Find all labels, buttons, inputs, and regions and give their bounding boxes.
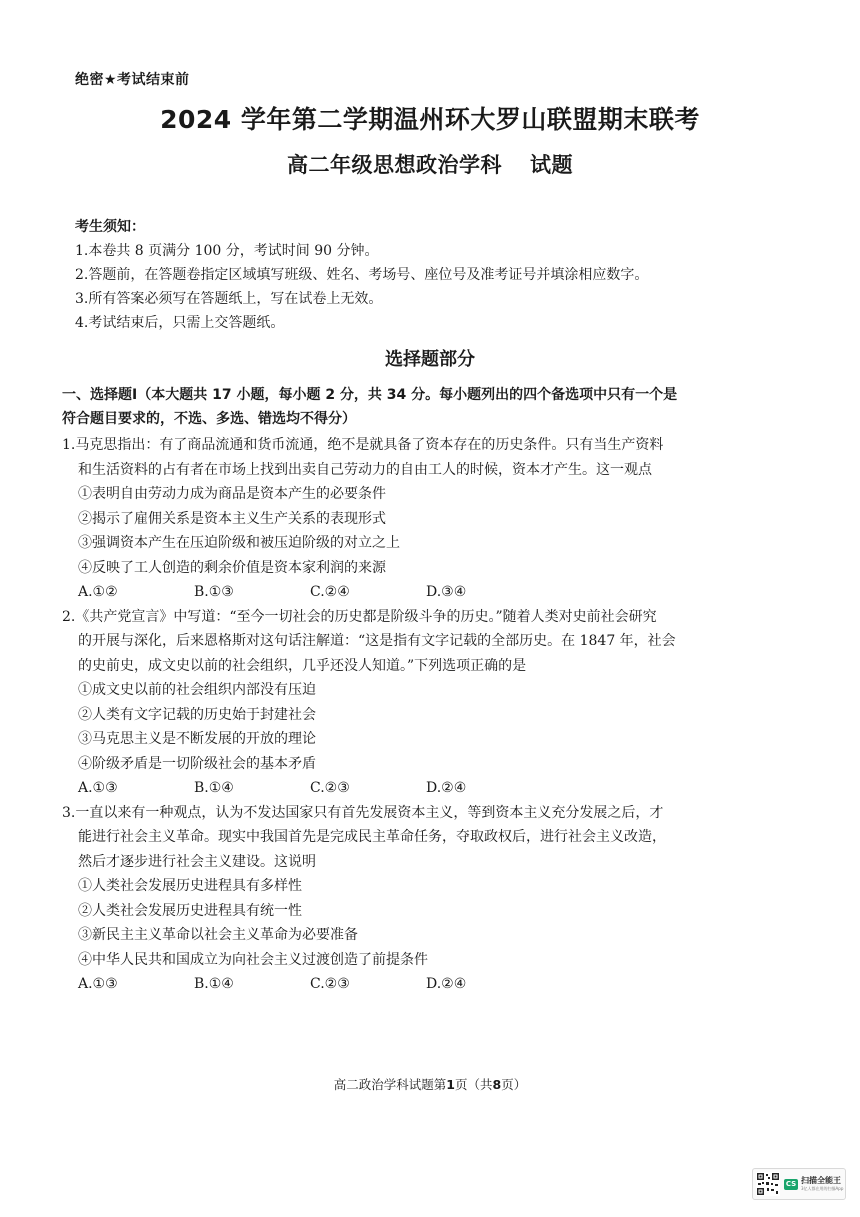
footer-middle: 页（共 xyxy=(454,1077,493,1092)
option-d: D.②④ xyxy=(426,976,467,992)
exam-title: 2024 学年第二学期温州环大罗山联盟期末联考 xyxy=(160,105,700,134)
exam-subtitle xyxy=(0,149,860,179)
statement: ③马克思主义是不断发展的开放的理论 xyxy=(78,731,316,747)
confidential-mark: 绝密★考试结束前 xyxy=(75,72,190,88)
option-a: A.①③ xyxy=(78,780,118,796)
footer-total-pages: 8 xyxy=(492,1077,502,1092)
candidate-notice xyxy=(75,215,795,335)
camscanner-logo-icon: CS xyxy=(785,1179,797,1188)
part-instructions xyxy=(62,383,792,431)
option-a: A.①③ xyxy=(78,976,118,992)
notice-item: 1.本卷共 8 页满分 100 分，考试时间 90 分钟。 xyxy=(75,243,379,259)
statement: ③新民主主义革命以社会主义革命为必要准备 xyxy=(78,927,358,943)
notice-heading: 考生须知： xyxy=(75,219,145,235)
part-instructions-line: 一、选择题Ⅰ（本大题共 17 小题，每小题 2 分，共 34 分。每小题列出的四个备选项中只有一个是 xyxy=(62,387,678,403)
statement: ①表明自由劳动力成为商品是资本产生的必要条件 xyxy=(78,486,386,502)
scanner-badge-text xyxy=(801,1176,843,1192)
statement: ④反映了工人创造的剩余价值是资本家利润的来源 xyxy=(78,559,386,576)
question-stem: 2.《共产党宣言》中写道：“至今一切社会的历史都是阶级斗争的历史。”随着人类对史前社会研究 xyxy=(62,608,657,625)
answer-options xyxy=(62,972,792,997)
statement: ①人类社会发展历史进程具有多样性 xyxy=(78,878,302,894)
option-d: D.③④ xyxy=(426,584,467,600)
footer-prefix: 高二政治学科试题第 xyxy=(333,1077,447,1092)
question-stem: 的开展与深化，后来恩格斯对这句话注解道：“这是指有文字记载的全部历史。在 1847 年，社会 xyxy=(78,633,676,649)
footer-page-number: 1 xyxy=(446,1077,455,1092)
subtitle-test: 试题 xyxy=(530,153,573,177)
scanner-tagline: 3亿人都在用的扫描App xyxy=(801,1186,844,1191)
page-footer xyxy=(0,1075,860,1093)
question-1 xyxy=(62,433,792,605)
subtitle-subject: 高二年级思想政治学科 xyxy=(287,153,502,177)
notice-item: 4.考试结束后，只需上交答题纸。 xyxy=(75,315,285,331)
scanner-app-name: 扫描全能王 xyxy=(801,1176,841,1185)
question-list xyxy=(62,433,792,997)
part-instructions-line: 符合题目要求的，不选、多选、错选均不得分） xyxy=(62,411,356,427)
question-2 xyxy=(62,605,792,801)
qr-code-icon xyxy=(756,1172,780,1196)
notice-item: 3.所有答案必须写在答题纸上，写在试卷上无效。 xyxy=(75,291,383,307)
question-stem: 和生活资料的占有者在市场上找到出卖自己劳动力的自由工人的时候，资本才产生。这一观点 xyxy=(78,461,652,478)
statement: ③强调资本产生在压迫阶级和被压迫阶级的对立之上 xyxy=(78,535,400,551)
question-3 xyxy=(62,801,792,997)
question-stem: 能进行社会主义革命。现实中我国首先是完成民主革命任务，夺取政权后，进行社会主义改造， xyxy=(78,829,666,845)
answer-options xyxy=(62,776,792,801)
scanner-watermark xyxy=(752,1168,846,1200)
question-stem: 1.马克思指出：有了商品流通和货币流通，绝不是就具备了资本存在的历史条件。只有当生产资料 xyxy=(62,437,664,453)
option-c: C.②③ xyxy=(310,780,350,796)
question-stem: 然后才逐步进行社会主义建设。这说明 xyxy=(78,853,316,870)
option-a: A.①② xyxy=(78,584,118,600)
notice-item: 2.答题前，在答题卷指定区域填写班级、姓名、考场号、座位号及准考证号并填涂相应数字。 xyxy=(75,267,649,283)
statement: ②人类有文字记载的历史始于封建社会 xyxy=(78,706,316,723)
question-stem: 的史前史，成文史以前的社会组织，几乎还没人知道。”下列选项正确的是 xyxy=(78,657,527,674)
footer-suffix: 页） xyxy=(501,1077,527,1092)
option-c: C.②④ xyxy=(310,584,350,600)
statement: ②揭示了雇佣关系是资本主义生产关系的表现形式 xyxy=(78,510,386,527)
statement: ②人类社会发展历史进程具有统一性 xyxy=(78,902,302,919)
statement: ④中华人民共和国成立为向社会主义过渡创造了前提条件 xyxy=(78,951,428,968)
section-title: 选择题部分 xyxy=(385,349,475,370)
option-b: B.①③ xyxy=(194,584,234,600)
answer-options xyxy=(62,580,792,605)
statement: ①成文史以前的社会组织内部没有压迫 xyxy=(78,682,316,698)
option-b: B.①④ xyxy=(194,780,234,796)
option-d: D.②④ xyxy=(426,780,467,796)
statement: ④阶级矛盾是一切阶级社会的基本矛盾 xyxy=(78,755,316,772)
option-c: C.②③ xyxy=(310,976,350,992)
option-b: B.①④ xyxy=(194,976,234,992)
question-stem: 3.一直以来有一种观点，认为不发达国家只有首先发展资本主义，等到资本主义充分发展之后，才 xyxy=(62,804,664,821)
